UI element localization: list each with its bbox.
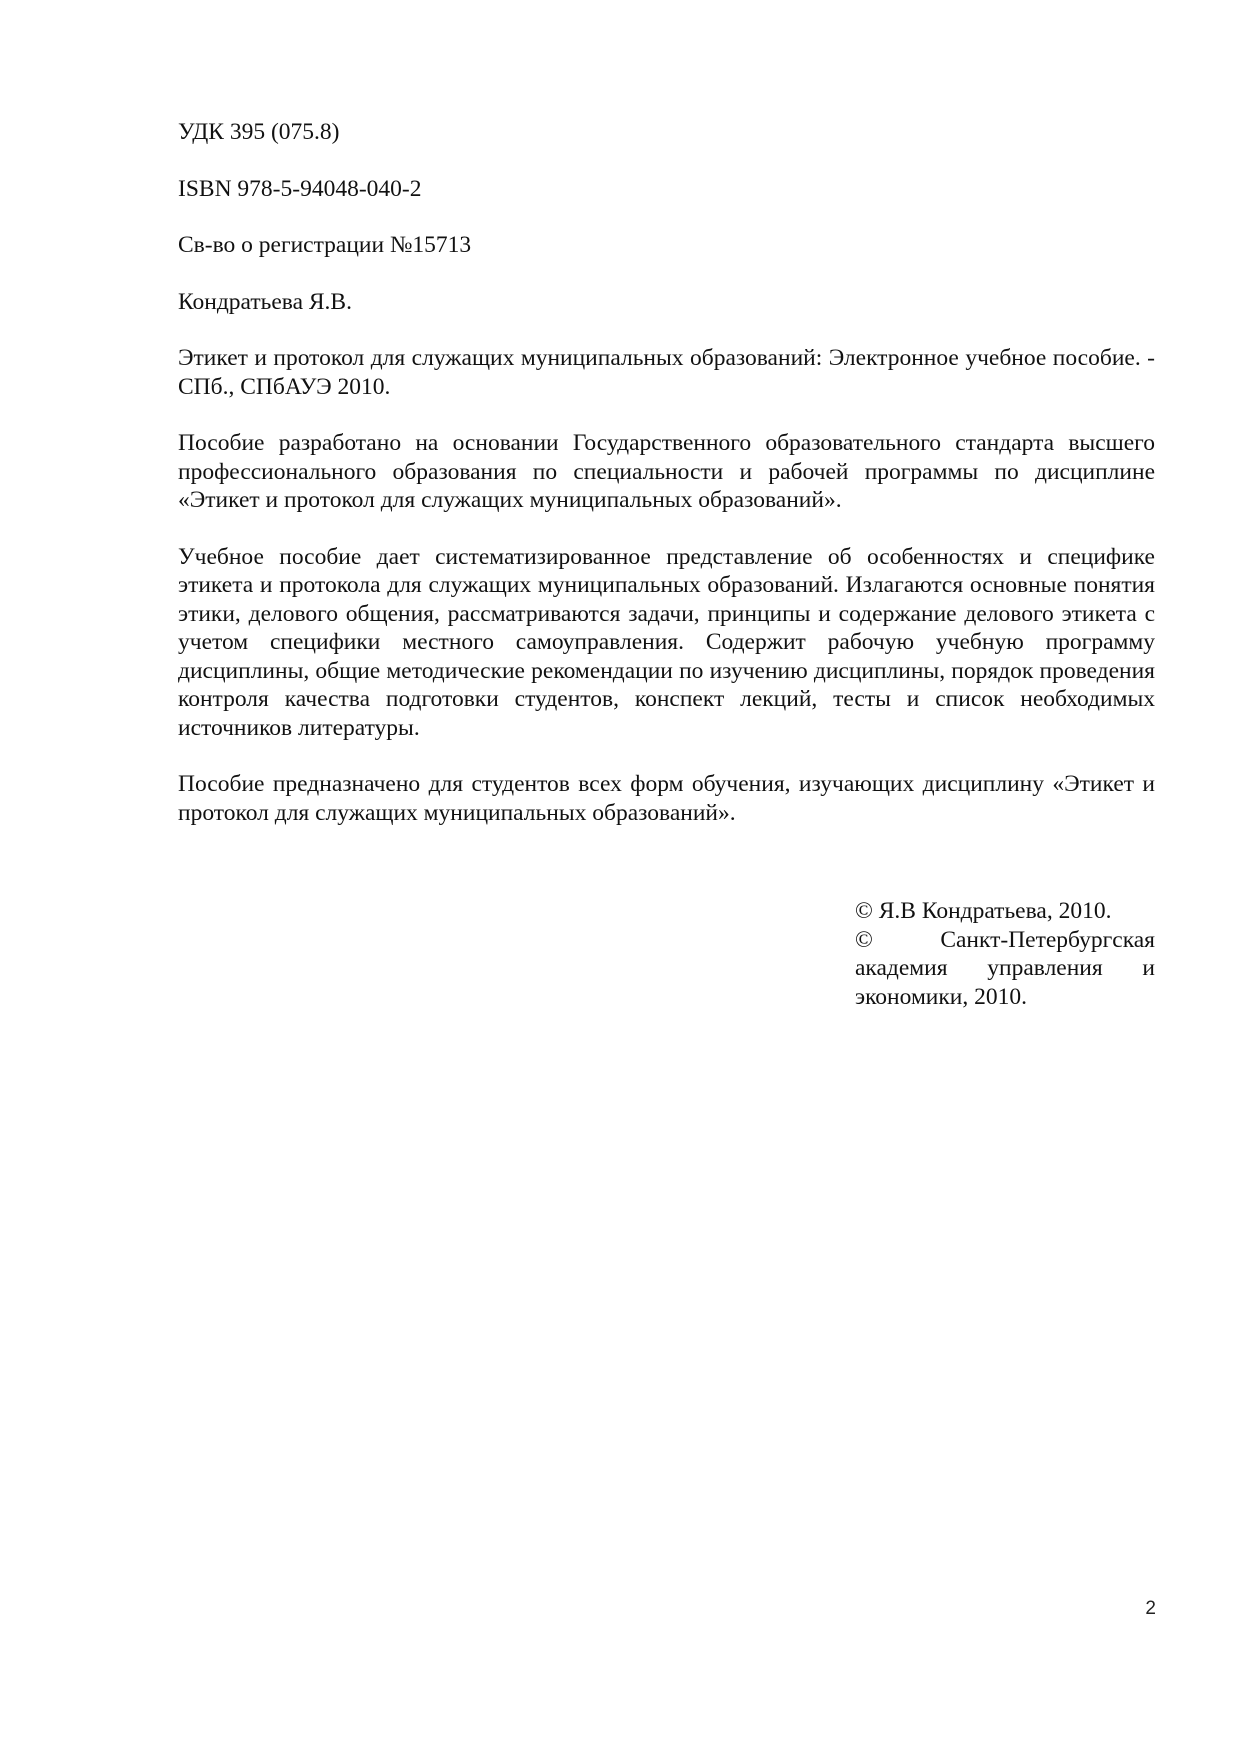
isbn-number: ISBN 978-5-94048-040-2 <box>178 175 422 202</box>
basis-paragraph: Пособие разработано на основании Государственного образовательного стандарта высшего профессионального образования по специальности и рабочей программы по дисциплине «Этикет и протокол для служащих муниципальных образований». <box>178 430 1155 513</box>
author-name: Кондратьева Я.В. <box>178 288 352 315</box>
document-body <box>178 118 1155 855</box>
bibliographic-description: Этикет и протокол для служащих муниципальных образований: Электронное учебное пособие. - СПб., СПбАУЭ 2010. <box>178 345 1155 400</box>
registration-certificate: Св-во о регистрации №15713 <box>178 232 472 258</box>
copyright-author: © Я.В Кондратьева, 2010. <box>855 898 1112 924</box>
copyright-block <box>855 897 1155 1011</box>
audience-paragraph: Пособие предназначено для студентов всех форм обучения, изучающих дисциплину «Этикет и протокол для служащих муниципальных образований». <box>178 771 1155 826</box>
udk-code: УДК 395 (075.8) <box>178 119 340 145</box>
annotation-paragraph: Учебное пособие дает систематизированное представление об особенностях и специфике этикета и протокола для служащих муниципальных образований. Излагаются основные понятия этики, делового общения, рассматриваются задачи, принципы и содержание делового этикета с учетом специфики местного самоуправления. Содержит рабочую учебную программу дисциплины, общие методические рекомендации по изучению дисциплины, порядок проведения контроля качества подготовки студентов, конспект лекций, тесты и список необходимых источников литературы. <box>178 543 1155 741</box>
copyright-academy: © Санкт-Петербургская академия управления и экономики, 2010. <box>855 926 1155 1010</box>
page-number: 2 <box>1145 1598 1156 1619</box>
